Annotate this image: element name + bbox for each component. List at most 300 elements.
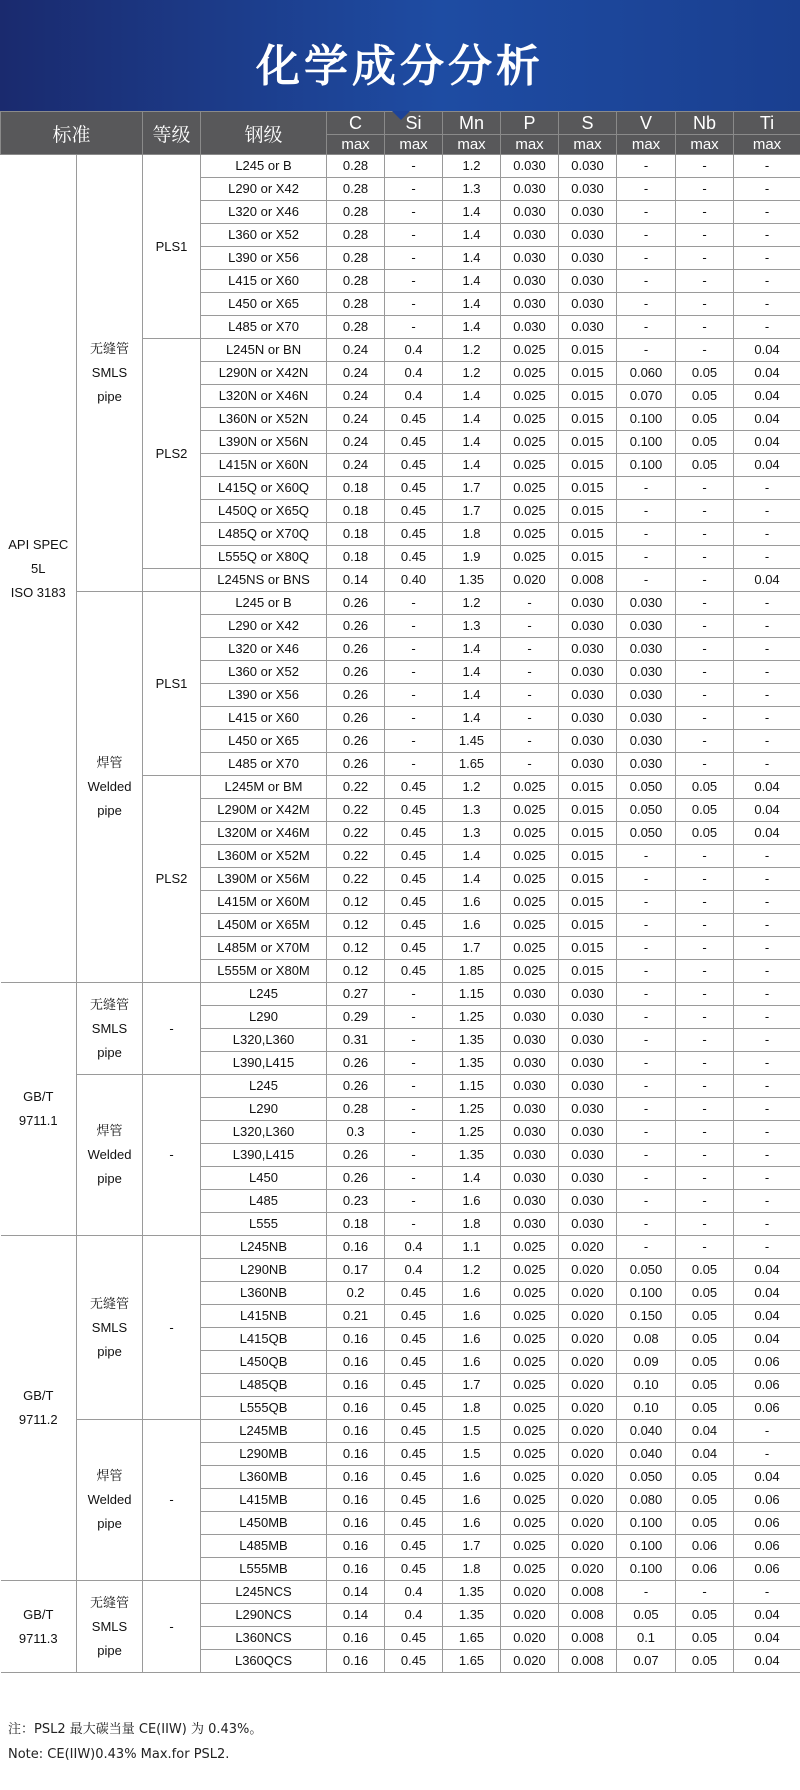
grade-cell: L320,L360 [201,1029,327,1052]
value-cell: - [734,983,800,1006]
value-cell: - [385,247,443,270]
level-cell: PLS2 [143,776,201,983]
grade-cell: L555Q or X80Q [201,546,327,569]
value-cell: 1.7 [443,477,501,500]
grade-cell: L245 [201,983,327,1006]
value-cell: 0.16 [327,1627,385,1650]
value-cell: - [617,316,676,339]
value-cell: - [734,845,800,868]
value-cell: 0.025 [501,408,559,431]
value-cell: 0.030 [559,753,617,776]
value-cell: 0.015 [559,546,617,569]
value-cell: 0.05 [676,1604,734,1627]
value-cell: 0.12 [327,960,385,983]
value-cell: - [676,339,734,362]
value-cell: - [676,1006,734,1029]
value-cell: 1.1 [443,1236,501,1259]
value-cell: 0.18 [327,546,385,569]
value-cell: 0.030 [617,592,676,615]
standard-cell: GB/T 9711.3 [1,1581,77,1673]
value-cell: - [385,1098,443,1121]
grade-cell: L360QCS [201,1650,327,1673]
value-cell: 0.26 [327,753,385,776]
header-element-v: V [617,112,676,135]
value-cell: 0.030 [501,1006,559,1029]
value-cell: 0.16 [327,1466,385,1489]
value-cell: 0.050 [617,1466,676,1489]
table-row [1,983,800,1006]
value-cell: 1.4 [443,845,501,868]
value-cell: 0.030 [559,316,617,339]
value-cell: 0.05 [676,799,734,822]
value-cell: - [617,224,676,247]
value-cell: - [617,1581,676,1604]
value-cell: 0.030 [559,592,617,615]
grade-cell: L415NB [201,1305,327,1328]
value-cell: - [676,155,734,178]
value-cell: 0.015 [559,454,617,477]
value-cell: 0.030 [501,224,559,247]
value-cell: 0.10 [617,1397,676,1420]
value-cell: - [734,1581,800,1604]
grade-cell: L415M or X60M [201,891,327,914]
level-cell: - [143,983,201,1075]
header-element-c: C [327,112,385,135]
value-cell: 0.008 [559,1581,617,1604]
value-cell: 1.15 [443,1075,501,1098]
value-cell: 1.4 [443,868,501,891]
value-cell: 0.015 [559,937,617,960]
grade-cell: L290 or X42 [201,178,327,201]
value-cell: 0.28 [327,293,385,316]
grade-cell: L245N or BN [201,339,327,362]
header-max: max [559,135,617,155]
value-cell: 0.4 [385,362,443,385]
value-cell: 0.04 [734,1604,800,1627]
value-cell: 0.05 [676,1466,734,1489]
value-cell: - [617,891,676,914]
value-cell: 0.07 [617,1650,676,1673]
value-cell: 0.14 [327,1604,385,1627]
value-cell: - [385,1144,443,1167]
header-element-mn: Mn [443,112,501,135]
value-cell: - [617,960,676,983]
header-max: max [501,135,559,155]
value-cell: 0.45 [385,1374,443,1397]
value-cell: 0.030 [501,1213,559,1236]
value-cell: 0.18 [327,477,385,500]
value-cell: 1.4 [443,684,501,707]
value-cell: 0.025 [501,1305,559,1328]
value-cell: 1.4 [443,224,501,247]
value-cell: 0.04 [734,569,800,592]
value-cell: 0.025 [501,546,559,569]
value-cell: 0.04 [734,362,800,385]
value-cell: - [734,1236,800,1259]
value-cell: 0.030 [501,270,559,293]
standard-cell: GB/T 9711.1 [1,983,77,1236]
value-cell: 0.10 [617,1374,676,1397]
value-cell: 0.020 [559,1420,617,1443]
value-cell: - [676,224,734,247]
value-cell: - [676,1098,734,1121]
grade-cell: L245 [201,1075,327,1098]
value-cell: 0.05 [617,1604,676,1627]
value-cell: 0.025 [501,1489,559,1512]
value-cell: 0.08 [617,1328,676,1351]
value-cell: 0.24 [327,454,385,477]
value-cell: 0.030 [559,1213,617,1236]
value-cell: 0.020 [559,1397,617,1420]
value-cell: 0.020 [501,569,559,592]
value-cell: 1.2 [443,592,501,615]
value-cell: 1.5 [443,1420,501,1443]
value-cell: 0.025 [501,523,559,546]
value-cell: 0.45 [385,1420,443,1443]
value-cell: 0.45 [385,1351,443,1374]
standard-cell: API SPEC 5L ISO 3183 [1,155,77,983]
value-cell: 0.12 [327,937,385,960]
grade-cell: L320 or X46 [201,638,327,661]
value-cell: 0.040 [617,1443,676,1466]
value-cell: 0.025 [501,1420,559,1443]
value-cell: 0.45 [385,960,443,983]
value-cell: 0.04 [734,1627,800,1650]
value-cell: 1.4 [443,707,501,730]
value-cell: 0.015 [559,776,617,799]
value-cell: - [617,1121,676,1144]
value-cell: - [385,224,443,247]
value-cell: 0.45 [385,845,443,868]
header-max: max [676,135,734,155]
table-row [1,155,800,178]
value-cell: - [734,960,800,983]
grade-cell: L360MB [201,1466,327,1489]
value-cell: 1.8 [443,1213,501,1236]
level-cell: - [143,1420,201,1581]
value-cell: 0.05 [676,408,734,431]
value-cell: - [385,178,443,201]
value-cell: 1.2 [443,362,501,385]
value-cell: 0.45 [385,937,443,960]
value-cell: - [617,500,676,523]
value-cell: 0.025 [501,385,559,408]
value-cell: 1.35 [443,1052,501,1075]
value-cell: - [385,1121,443,1144]
value-cell: - [385,730,443,753]
value-cell: 0.025 [501,1512,559,1535]
value-cell: 0.030 [501,1121,559,1144]
value-cell: 0.28 [327,224,385,247]
value-cell: 0.26 [327,661,385,684]
value-cell: 1.2 [443,339,501,362]
value-cell: 1.35 [443,1029,501,1052]
value-cell: 0.015 [559,914,617,937]
value-cell: 0.28 [327,316,385,339]
header-max: max [327,135,385,155]
value-cell: 0.030 [559,1144,617,1167]
grade-cell: L485QB [201,1374,327,1397]
value-cell: 0.26 [327,1052,385,1075]
value-cell: 0.05 [676,362,734,385]
value-cell: 0.025 [501,1259,559,1282]
value-cell: - [676,638,734,661]
value-cell: 0.025 [501,937,559,960]
value-cell: 0.015 [559,431,617,454]
value-cell: 0.26 [327,638,385,661]
value-cell: - [617,1098,676,1121]
value-cell: 1.3 [443,799,501,822]
value-cell: 0.05 [676,1489,734,1512]
value-cell: - [734,1029,800,1052]
value-cell: 0.008 [559,1604,617,1627]
value-cell: 1.3 [443,178,501,201]
grade-cell: L555MB [201,1558,327,1581]
grade-cell: L245NS or BNS [201,569,327,592]
value-cell: 0.04 [734,454,800,477]
value-cell: 0.28 [327,270,385,293]
value-cell: 0.025 [501,1558,559,1581]
title-banner [0,0,800,111]
value-cell: 0.030 [559,1052,617,1075]
value-cell: 1.4 [443,316,501,339]
value-cell: 0.030 [501,1052,559,1075]
value-cell: 1.15 [443,983,501,1006]
value-cell: 1.35 [443,1604,501,1627]
value-cell: 0.17 [327,1259,385,1282]
value-cell: 0.45 [385,1282,443,1305]
value-cell: - [676,1213,734,1236]
value-cell: 0.030 [559,638,617,661]
grade-cell: L485 [201,1190,327,1213]
value-cell: 0.05 [676,776,734,799]
value-cell: 0.45 [385,1305,443,1328]
value-cell: 1.4 [443,1167,501,1190]
value-cell: 0.28 [327,1098,385,1121]
value-cell: 1.4 [443,270,501,293]
value-cell: 0.16 [327,1489,385,1512]
grade-cell: L415N or X60N [201,454,327,477]
value-cell: 0.100 [617,1282,676,1305]
value-cell: - [385,155,443,178]
value-cell: 0.025 [501,339,559,362]
pipe-type-cell: 焊管 Welded pipe [77,592,143,983]
value-cell: 0.030 [501,293,559,316]
value-cell: 0.4 [385,1604,443,1627]
value-cell: 0.030 [501,155,559,178]
value-cell: - [734,546,800,569]
value-cell: 0.04 [734,339,800,362]
banner-notch [392,111,410,120]
value-cell: 0.030 [617,638,676,661]
value-cell: 0.24 [327,431,385,454]
grade-cell: L485 or X70 [201,316,327,339]
value-cell: 0.28 [327,201,385,224]
header-max: max [617,135,676,155]
value-cell: - [676,316,734,339]
value-cell: 0.030 [501,178,559,201]
grade-cell: L450 or X65 [201,293,327,316]
value-cell: - [617,293,676,316]
grade-cell: L360NCS [201,1627,327,1650]
value-cell: 0.050 [617,822,676,845]
value-cell: 1.65 [443,1650,501,1673]
value-cell: - [676,500,734,523]
value-cell: 0.070 [617,385,676,408]
value-cell: - [676,684,734,707]
value-cell: 0.025 [501,799,559,822]
value-cell: 0.015 [559,868,617,891]
value-cell: 0.04 [676,1443,734,1466]
value-cell: - [676,891,734,914]
value-cell: 0.06 [734,1351,800,1374]
value-cell: 0.025 [501,1535,559,1558]
value-cell: - [385,661,443,684]
value-cell: 0.05 [676,454,734,477]
value-cell: - [676,753,734,776]
value-cell: - [734,1190,800,1213]
grade-cell: L555QB [201,1397,327,1420]
header-standard: 标准 [1,112,143,155]
pipe-type-cell: 无缝管 SMLS pipe [77,155,143,592]
grade-cell: L245 or B [201,592,327,615]
value-cell: - [617,1190,676,1213]
value-cell: 0.26 [327,1075,385,1098]
note-en: Note: CE(IIW)0.43% Max.for PSL2. [8,1747,230,1762]
value-cell: 0.45 [385,914,443,937]
value-cell: 0.05 [676,1282,734,1305]
value-cell: 0.025 [501,1397,559,1420]
value-cell: - [385,592,443,615]
value-cell: 0.04 [734,408,800,431]
value-cell: - [617,477,676,500]
value-cell: 0.030 [559,1029,617,1052]
value-cell: 0.04 [734,822,800,845]
value-cell: 0.030 [501,247,559,270]
value-cell: - [734,937,800,960]
value-cell: - [734,1443,800,1466]
value-cell: 0.030 [559,661,617,684]
value-cell: 0.030 [559,983,617,1006]
value-cell: 0.030 [559,270,617,293]
value-cell: - [734,178,800,201]
value-cell: 0.24 [327,385,385,408]
grade-cell: L320N or X46N [201,385,327,408]
value-cell: 0.16 [327,1535,385,1558]
value-cell: 0.16 [327,1558,385,1581]
value-cell: 0.025 [501,1351,559,1374]
value-cell: 0.22 [327,799,385,822]
value-cell: - [734,1121,800,1144]
pipe-type-cell: 无缝管 SMLS pipe [77,983,143,1075]
value-cell: 0.04 [734,799,800,822]
value-cell: - [676,293,734,316]
value-cell: 0.09 [617,1351,676,1374]
value-cell: - [734,753,800,776]
value-cell: 0.45 [385,1627,443,1650]
value-cell: - [676,201,734,224]
grade-cell: L320 or X46 [201,201,327,224]
value-cell: - [385,983,443,1006]
grade-cell: L290M or X42M [201,799,327,822]
value-cell: 0.05 [676,1259,734,1282]
grade-cell: L290NCS [201,1604,327,1627]
table-body [1,155,800,1673]
value-cell: - [617,845,676,868]
value-cell: 0.06 [734,1535,800,1558]
value-cell: 0.015 [559,960,617,983]
value-cell: 1.8 [443,523,501,546]
value-cell: 0.020 [559,1351,617,1374]
value-cell: 0.015 [559,845,617,868]
value-cell: - [617,247,676,270]
value-cell: 0.22 [327,776,385,799]
value-cell: 0.05 [676,1512,734,1535]
header-element-s: S [559,112,617,135]
grade-cell: L450MB [201,1512,327,1535]
value-cell: 0.030 [617,707,676,730]
value-cell: 0.04 [676,1420,734,1443]
value-cell: 0.030 [559,707,617,730]
value-cell: - [385,1052,443,1075]
value-cell: 0.18 [327,500,385,523]
value-cell: 0.025 [501,822,559,845]
value-cell: - [501,592,559,615]
value-cell: 0.28 [327,247,385,270]
value-cell: 0.45 [385,408,443,431]
standard-cell: GB/T 9711.2 [1,1236,77,1581]
value-cell: - [734,914,800,937]
value-cell: - [676,707,734,730]
value-cell: 0.12 [327,891,385,914]
value-cell: 0.100 [617,1512,676,1535]
value-cell: - [676,569,734,592]
value-cell: 0.030 [559,178,617,201]
value-cell: 0.030 [559,224,617,247]
value-cell: - [385,316,443,339]
value-cell: 0.04 [734,776,800,799]
value-cell: 0.030 [559,1121,617,1144]
value-cell: 1.7 [443,500,501,523]
value-cell: 0.020 [559,1512,617,1535]
value-cell: - [734,868,800,891]
grade-cell: L390M or X56M [201,868,327,891]
value-cell: - [734,1006,800,1029]
value-cell: 0.21 [327,1305,385,1328]
table-row [1,1581,800,1604]
value-cell: 0.16 [327,1374,385,1397]
value-cell: - [676,845,734,868]
value-cell: - [676,270,734,293]
value-cell: 0.45 [385,523,443,546]
value-cell: 0.020 [501,1581,559,1604]
value-cell: - [385,615,443,638]
value-cell: 1.4 [443,454,501,477]
value-cell: 0.12 [327,914,385,937]
value-cell: 1.25 [443,1006,501,1029]
grade-cell: L450M or X65M [201,914,327,937]
value-cell: 0.14 [327,569,385,592]
note-cn: 注：PSL2 最大碳当量 CE(IIW) 为 0.43%。 [8,1722,263,1737]
value-cell: 1.35 [443,1144,501,1167]
value-cell: 0.04 [734,385,800,408]
value-cell: 0.05 [676,1397,734,1420]
value-cell: 0.23 [327,1190,385,1213]
value-cell: 0.06 [734,1489,800,1512]
grade-cell: L390N or X56N [201,431,327,454]
value-cell: 0.22 [327,868,385,891]
value-cell: 1.9 [443,546,501,569]
